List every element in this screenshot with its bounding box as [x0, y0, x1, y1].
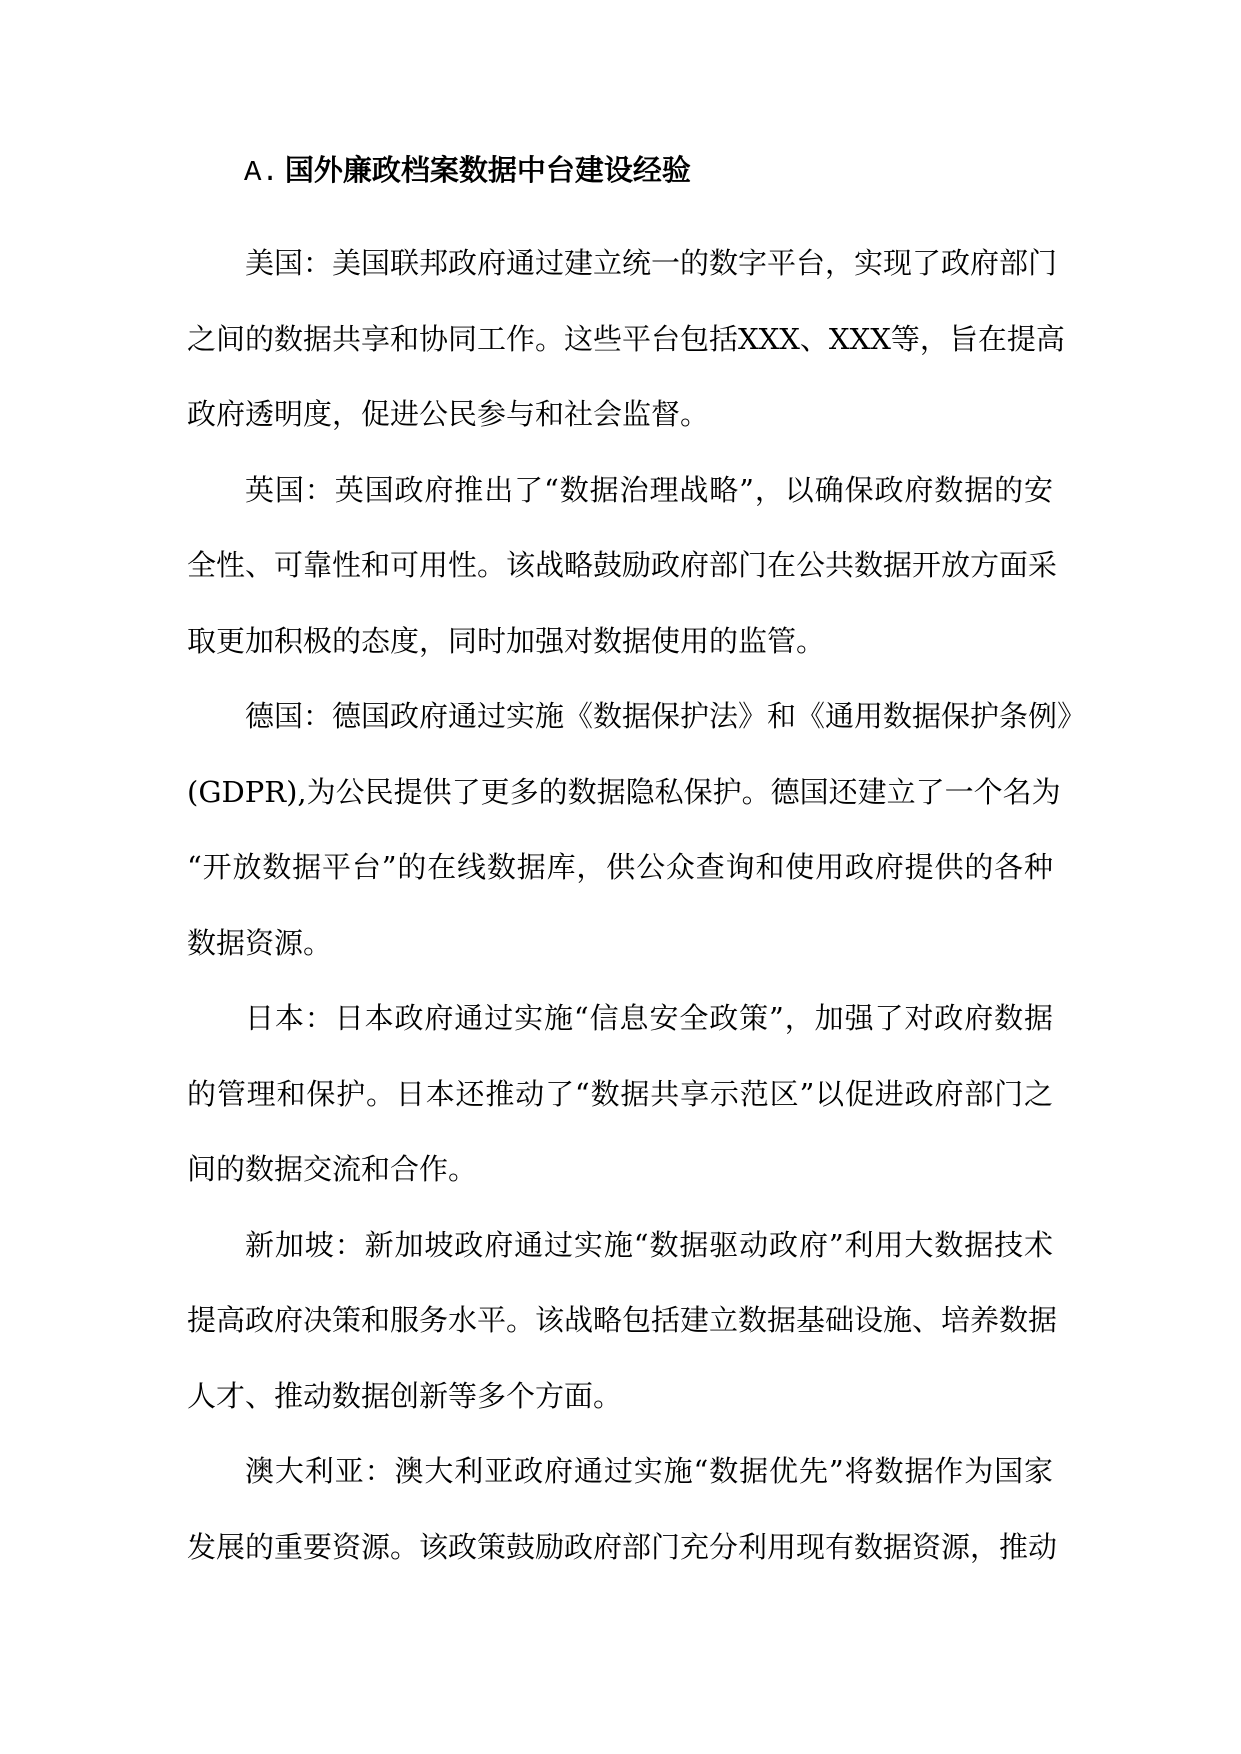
paragraph-usa: [187, 226, 1065, 453]
paragraph-line: 德国：德国政府通过实施《数据保护法》和《通用数据保护条例》: [245, 699, 1087, 733]
paragraph-line: 间的数据交流和合作。: [187, 1152, 478, 1186]
section-title: 国外廉政档案数据中台建设经验: [284, 153, 691, 187]
paragraph-line: 提高政府决策和服务水平。该战略包括建立数据基础设施、培养数据: [187, 1303, 1058, 1337]
paragraph-germany: [187, 679, 1087, 981]
paragraph-line: 的管理和保护。日本还推动了“数据共享示范区”以促进政府部门之: [187, 1076, 1053, 1111]
paragraph-line: “开放数据平台”的在线数据库，供公众查询和使用政府提供的各种: [187, 850, 1053, 884]
paragraph-line: 人才、推动数据创新等多个方面。: [187, 1378, 623, 1413]
paragraph-uk: [187, 453, 1058, 680]
section-letter: A.: [244, 156, 279, 189]
paragraph-line: 日本：日本政府通过实施“信息安全政策”，加强了对政府数据: [245, 1001, 1053, 1035]
paragraph-line: 发展的重要资源。该政策鼓励政府部门充分利用现有数据资源，推动: [187, 1529, 1058, 1564]
paragraph-line: 政府透明度，促进公民参与和社会监督。: [187, 397, 710, 431]
paragraph-singapore: [187, 1208, 1058, 1435]
section-heading: [244, 148, 691, 195]
paragraph-line: (GDPR),为公民提供了更多的数据隐私保护。德国还建立了一个名为: [187, 774, 1061, 809]
paragraph-line: 全性、可靠性和可用性。该战略鼓励政府部门在公共数据开放方面采: [187, 548, 1058, 582]
paragraph-line: 之间的数据共享和协同工作。这些平台包括XXX、XXX等，旨在提高: [187, 321, 1065, 356]
paragraph-line: 英国：英国政府推出了“数据治理战略”，以确保政府数据的安: [245, 472, 1053, 507]
paragraph-line: 澳大利亚：澳大利亚政府通过实施“数据优先”将数据作为国家: [245, 1454, 1053, 1488]
paragraph-line: 取更加积极的态度，同时加强对数据使用的监管。: [187, 623, 826, 658]
paragraph-line: 新加坡：新加坡政府通过实施“数据驱动政府”利用大数据技术: [245, 1227, 1053, 1262]
paragraph-line: 数据资源。: [187, 925, 333, 960]
paragraph-japan: [187, 981, 1053, 1208]
paragraph-australia: [187, 1434, 1058, 1585]
document-body: [187, 226, 1087, 1585]
paragraph-line: 美国：美国联邦政府通过建立统一的数字平台，实现了政府部门: [245, 246, 1058, 280]
